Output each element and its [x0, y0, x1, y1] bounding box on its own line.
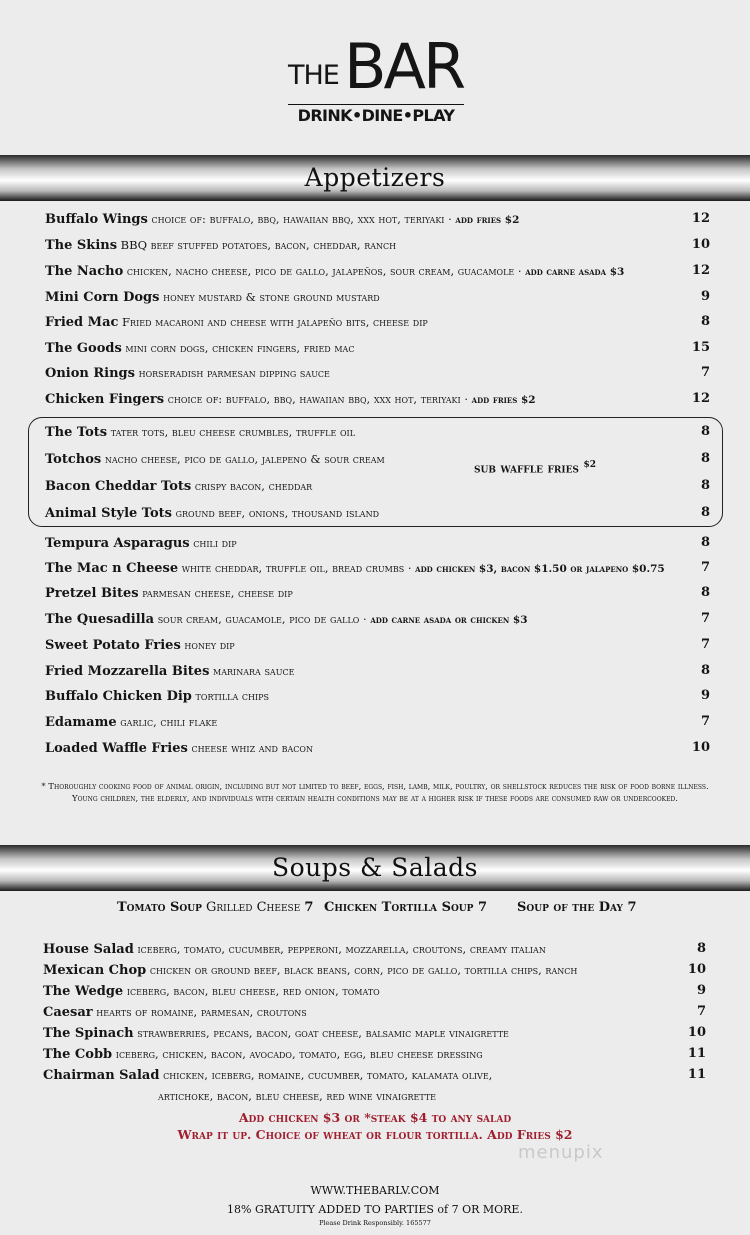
item-price: 7 [700, 560, 710, 575]
soups-salads-title: Soups & Salads [271, 853, 479, 882]
item-name: Sweet Potato Fries [45, 638, 181, 653]
item-name: The Tots [45, 425, 108, 440]
appetizer-item [45, 609, 710, 629]
item-price: 10 [687, 1025, 706, 1040]
item-price: 10 [687, 962, 706, 977]
item-description: ground beef, onions, thousand island [171, 506, 379, 520]
item-description: chicken or ground beef, black beans, corn, pico de gallo, tortilla chips, ranch [146, 963, 578, 977]
item-price: 7 [700, 611, 710, 626]
item-price: 9 [700, 289, 710, 304]
appetizer-item [45, 389, 710, 409]
item-addon: add carne asada or chicken $3 [370, 614, 528, 626]
item-name: Pretzel Bites [45, 586, 139, 601]
item-name: Loaded Waffle Fries [45, 741, 188, 756]
item-description: hearts of romaine, parmesan, croutons [92, 1005, 307, 1019]
appetizer-item [45, 338, 710, 358]
item-price: 8 [700, 535, 710, 550]
appetizer-item [45, 635, 710, 655]
chairman-salad-continued: artichoke, bacon, bleu cheese, red wine vinaigrette [158, 1089, 437, 1103]
item-name: Totchos [45, 452, 102, 467]
soup-item: Chicken Tortilla Soup 7 [324, 900, 487, 915]
item-name: House Salad [43, 942, 134, 957]
item-name: Onion Rings [45, 366, 135, 381]
item-price: 15 [691, 340, 710, 355]
salad-item [43, 939, 706, 959]
appetizer-item [45, 209, 710, 229]
salad-item [43, 1023, 706, 1043]
item-description: mini corn dogs, chicken fingers, fried mac [121, 341, 355, 355]
soups-salads-banner [0, 845, 750, 891]
appetizer-item [45, 583, 710, 603]
item-name: Caesar [43, 1005, 93, 1020]
item-description: tater tots, bleu cheese crumbles, truffle oil [107, 425, 356, 439]
logo-the: THE [288, 60, 339, 91]
item-price: 8 [700, 585, 710, 600]
appetizer-item [45, 661, 710, 681]
item-description: iceberg, tomato, cucumber, pepperoni, mozzarella, croutons, creamy italian [133, 942, 546, 956]
item-description: choice of: buffalo, bbq, hawaiian bbq, xxx hot, teriyaki · [147, 212, 456, 226]
item-addon: add carne asada $3 [525, 266, 625, 278]
item-description: horseradish parmesan dipping sauce [134, 366, 330, 380]
item-price: 11 [687, 1046, 706, 1061]
item-price: 10 [691, 740, 710, 755]
item-name: The Spinach [43, 1026, 134, 1041]
appetizer-item [45, 363, 710, 383]
item-name: The Quesadilla [45, 612, 155, 627]
item-description: parmesan cheese, cheese dip [138, 586, 293, 600]
item-price: 11 [687, 1067, 706, 1082]
item-price: 12 [691, 391, 710, 406]
item-addon: add fries $2 [471, 394, 536, 406]
food-safety-disclaimer: * Thoroughly cooking food of animal origin, including but not limited to beef, eggs, fish, lamb, milk, poultry, or shellstock reduces the risk of food borne illness. Young children, the elderly, and individuals with certain health conditions may be at a higher risk if these foods are consumed raw or undercooked. [41, 782, 709, 804]
appetizer-item [45, 287, 710, 307]
item-description: chicken, iceberg, romaine, cucumber, tomato, kalamata olive, [159, 1068, 493, 1082]
item-name: Edamame [45, 715, 117, 730]
item-price: 8 [700, 424, 710, 439]
item-price: 10 [691, 237, 710, 252]
item-description: crispy bacon, cheddar [191, 479, 313, 493]
item-price: 7 [700, 714, 710, 729]
item-price: 7 [696, 1004, 706, 1019]
item-name: The Skins [45, 238, 118, 253]
item-name: The Cobb [43, 1047, 113, 1062]
appetizer-item [45, 476, 710, 496]
item-description: chili dip [189, 536, 237, 550]
item-price: 9 [696, 983, 706, 998]
item-name: Chairman Salad [43, 1068, 160, 1083]
item-price: 8 [700, 478, 710, 493]
item-description: garlic, chili flake [116, 715, 218, 729]
watermark: menupix [518, 1142, 604, 1163]
appetizer-item [45, 312, 710, 332]
item-price: 8 [700, 451, 710, 466]
salad-item [43, 1044, 706, 1064]
item-description: honey dip [180, 638, 235, 652]
appetizer-item [45, 422, 710, 442]
gratuity-note: 18% GRATUITY ADDED TO PARTIES of 7 OR MORE. [227, 1203, 523, 1216]
soup-item: Soup of the Day 7 [517, 900, 637, 915]
appetizer-item [45, 261, 710, 281]
item-name: The Mac n Cheese [45, 561, 179, 576]
salad-item [43, 1065, 706, 1085]
item-description: tortilla chips [191, 689, 269, 703]
item-name: Tempura Asparagus [45, 536, 190, 551]
appetizer-item [45, 449, 710, 469]
salad-item [43, 981, 706, 1001]
item-description: white cheddar, truffle oil, bread crumbs · [178, 561, 416, 575]
item-name: Fried Mac [45, 315, 119, 330]
item-name: Buffalo Chicken Dip [45, 689, 192, 704]
drink-responsibly-note: Please Drink Responsibly. 165577 [319, 1219, 431, 1227]
appetizers-title: Appetizers [304, 163, 446, 192]
item-description: BBQ beef stuffed potatoes, bacon, cheddar, ranch [117, 238, 397, 252]
appetizers-banner [0, 155, 750, 201]
item-description: marinara sauce [209, 664, 295, 678]
item-description: iceberg, bacon, bleu cheese, red onion, tomato [123, 984, 380, 998]
appetizer-item [45, 533, 710, 553]
item-addon: add chicken $3, bacon $1.50 or jalapeno $0.75 [415, 563, 665, 575]
item-price: 9 [700, 688, 710, 703]
item-price: 12 [691, 263, 710, 278]
website-url: WWW.THEBARLV.COM [310, 1184, 440, 1197]
salad-item [43, 960, 706, 980]
item-description: honey mustard & stone ground mustard [159, 290, 380, 304]
salad-item [43, 1002, 706, 1022]
item-description: nacho cheese, pico de gallo, jalepeno & sour cream [101, 452, 385, 466]
item-price: 8 [696, 941, 706, 956]
item-price: 7 [700, 637, 710, 652]
item-addon: add fries $2 [455, 214, 520, 226]
item-name: Fried Mozzarella Bites [45, 664, 210, 679]
appetizer-item [45, 738, 710, 758]
logo-tagline: DRINK•DINE•PLAY [297, 106, 455, 125]
add-protein-note: Add chicken $3 or *steak $4 to any salad [238, 1110, 512, 1125]
item-price: 8 [700, 314, 710, 329]
item-name: Mini Corn Dogs [45, 290, 160, 305]
item-description: chicken, nacho cheese, pico de gallo, jalapeños, sour cream, guacamole · [123, 264, 526, 278]
item-description: cheese whiz and bacon [187, 741, 313, 755]
item-name: The Nacho [45, 264, 124, 279]
wrap-note: Wrap it up. Choice of wheat or flour tortilla. Add Fries $2 [177, 1127, 573, 1142]
item-description: strawberries, pecans, bacon, goat cheese, balsamic maple vinaigrette [133, 1026, 509, 1040]
item-description: sour cream, guacamole, pico de gallo · [154, 612, 371, 626]
soup-item: Tomato Soup Grilled Cheese 7 [117, 900, 314, 915]
logo-bar: BAR [344, 30, 464, 103]
item-price: 8 [700, 663, 710, 678]
logo-divider [288, 104, 464, 105]
item-name: Animal Style Tots [45, 506, 172, 521]
item-description: choice of: buffalo, bbq, hawaiian bbq, xxx hot, teriyaki · [164, 392, 472, 406]
item-name: Chicken Fingers [45, 392, 165, 407]
soups-row [0, 900, 750, 920]
item-description: iceberg, chicken, bacon, avocado, tomato, egg, bleu cheese dressing [112, 1047, 483, 1061]
item-price: 8 [700, 505, 710, 520]
appetizer-item [45, 235, 710, 255]
appetizer-item [45, 503, 710, 523]
waffle-fries-note: sub waffle fries $^{\$2}$ [474, 460, 596, 477]
item-name: Buffalo Wings [45, 212, 148, 227]
item-name: Bacon Cheddar Tots [45, 479, 192, 494]
item-name: The Goods [45, 341, 122, 356]
item-price: 12 [691, 211, 710, 226]
appetizer-item [45, 558, 710, 578]
item-name: Mexican Chop [43, 963, 147, 978]
item-price: 7 [700, 365, 710, 380]
item-description: Fried macaroni and cheese with jalapeño bits, cheese dip [118, 315, 428, 329]
item-name: The Wedge [43, 984, 124, 999]
appetizer-item [45, 686, 710, 706]
appetizer-item [45, 712, 710, 732]
